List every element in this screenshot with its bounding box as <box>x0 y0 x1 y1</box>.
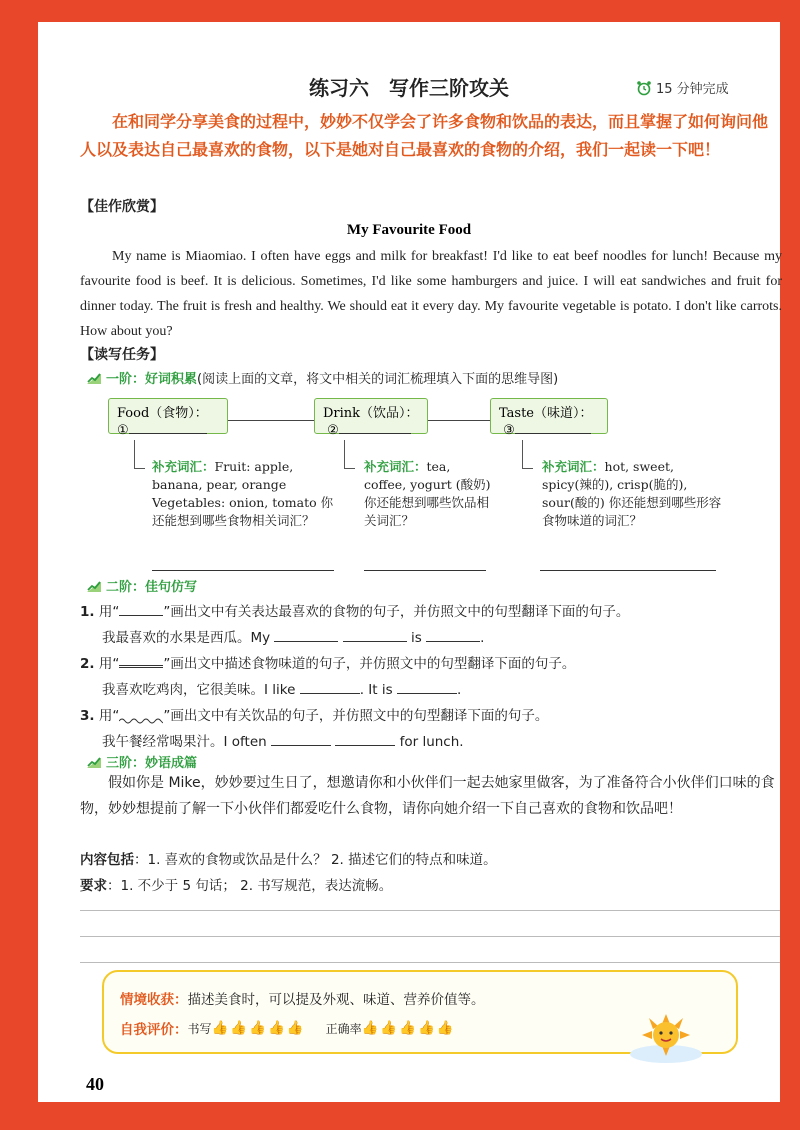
writing-line[interactable] <box>80 910 780 911</box>
writing-requirements <box>80 874 392 894</box>
straight-underline-sample <box>119 615 163 616</box>
question-1-text-a: 用“ <box>98 604 120 620</box>
question-1-prompt: 我最喜欢的水果是西瓜。My <box>102 630 271 646</box>
bracket-taste <box>522 440 533 469</box>
question-2-line <box>102 678 461 698</box>
self-eval-label: 自我评价： <box>120 1022 188 1038</box>
supplement-drink-tag: 补充词汇： <box>364 459 427 474</box>
thumbs-up-icon[interactable]: 👍 <box>249 1020 266 1036</box>
question-3-prompt: 我午餐经常喝果汁。I often <box>102 734 267 750</box>
sun-mascot-icon <box>626 1008 706 1064</box>
food-box-num: ① <box>117 423 129 438</box>
question-2-mid: . It is <box>359 682 393 698</box>
question-1-end: . <box>480 630 485 646</box>
question-2-text-a: 用“ <box>98 656 120 672</box>
answer-blank[interactable] <box>274 641 338 642</box>
thumbs-up-icon[interactable]: 👍 <box>399 1020 417 1036</box>
essay-title: My Favourite Food <box>346 222 472 238</box>
step1-heading <box>86 368 558 387</box>
thumbs-up-icon[interactable]: 👍 <box>267 1020 285 1036</box>
step3-prompt: 假如你是 Mike，妙妙要过生日了，想邀请你和小伙伴们一起去她家里做客，为了准备符合小伙伴们口味的食物，妙妙想提前了解一下小伙伴们都爱吃什么食物，请你向她介绍一下自己喜欢的食物和饮品吧！ <box>80 775 775 817</box>
content-text: ：1. 喜欢的食物或饮品是什么？ 2. 描述它们的特点和味道。 <box>134 852 497 868</box>
timer-text: 15 分钟完成 <box>656 82 729 97</box>
gain-label: 情境收获： <box>120 992 188 1008</box>
page-title: 练习六 写作三阶攻关 <box>309 76 509 100</box>
writing-line[interactable] <box>80 936 780 937</box>
question-3-line <box>102 730 464 750</box>
question-2-prompt: 我喜欢吃鸡肉，它很美味。I like <box>102 682 296 698</box>
answer-blank[interactable] <box>335 745 395 746</box>
question-3 <box>80 704 548 724</box>
drink-box-num: ② <box>327 423 339 438</box>
question-3-num: 3. <box>80 708 95 724</box>
double-underline-sample <box>119 665 163 668</box>
answer-blank[interactable] <box>426 641 480 642</box>
essay-body: My name is Miaomiao. I often have eggs and milk for breakfast! I'd like to eat beef noodles for lunch! Because my favourite food is beef. It is delicious. Sometimes, I'd like some hamburgers and juice. I will eat sandwiches and fruit for dinner today. The fruit is fresh and healthy. We should eat it every day. My favourite vegetable is potato. I don't like carrots. How about you? <box>80 249 782 339</box>
intro-text: 在和同学分享美食的过程中，妙妙不仅学会了许多食物和饮品的表达，而且掌握了如何询问他人以及表达自己最喜欢的食物，以下是她对自己最喜欢的食物的介绍，我们一起读一下吧！ <box>80 112 769 159</box>
timer <box>636 78 729 97</box>
stairs-chart-icon <box>86 755 102 769</box>
step3-label: 三阶：妙语成篇 <box>106 756 198 771</box>
supplement-taste-text: hot, sweet, spicy(辣的), crisp(脆的), sour(酸的) 你还能想到哪些形容食物味道的词汇？ <box>542 459 722 528</box>
drink-box-title: Drink（饮品）： <box>323 406 419 421</box>
writing-label: 书写 <box>187 1021 212 1036</box>
supplement-taste <box>542 458 722 530</box>
bracket-food <box>134 440 145 469</box>
accuracy-label: 正确率 <box>325 1021 362 1036</box>
content-requirements <box>80 848 497 868</box>
answer-blank[interactable] <box>271 745 331 746</box>
writing-rating[interactable] <box>212 1020 304 1036</box>
answer-blank[interactable] <box>343 641 407 642</box>
question-2 <box>80 652 575 672</box>
gain-text: 描述美食时，可以提及外观、味道、营养价值等。 <box>187 992 485 1008</box>
mindmap-box-taste <box>490 398 608 438</box>
question-2-text-b: ”画出文中描述食物味道的句子，并仿照文中的句型翻译下面的句子。 <box>163 656 576 672</box>
answer-blank[interactable] <box>300 693 360 694</box>
requirements-text: ：1. 不少于 5 句话； 2. 书写规范，表达流畅。 <box>107 878 393 894</box>
section-task-label: 【读写任务】 <box>80 347 164 363</box>
thumbs-up-icon[interactable]: 👍 <box>286 1020 304 1036</box>
question-1-text-b: ”画出文中有关表达最喜欢的食物的句子，并仿照文中的句型翻译下面的句子。 <box>163 604 630 620</box>
supplement-food <box>152 458 337 530</box>
food-answer-line[interactable] <box>129 433 207 434</box>
page-number: 40 <box>86 1074 104 1094</box>
supplement-food-tag: 补充词汇： <box>152 459 215 474</box>
answer-blank[interactable] <box>397 693 457 694</box>
question-1-num: 1. <box>80 604 95 620</box>
worksheet-page <box>38 22 780 1102</box>
supplement-drink-text: tea, coffee, yogurt (酸奶) 你还能想到哪些饮品相关词汇？ <box>364 459 491 528</box>
question-1 <box>80 600 629 620</box>
question-3-text-b: ”画出文中有关饮品的句子，并仿照文中的句型翻译下面的句子。 <box>163 708 549 724</box>
alarm-clock-icon <box>636 80 652 96</box>
thumbs-up-icon[interactable]: 👍 <box>380 1020 398 1036</box>
bracket-drink <box>344 440 355 469</box>
stairs-chart-icon <box>86 579 102 593</box>
drink-extra-line[interactable] <box>364 570 486 571</box>
question-3-end: for lunch. <box>399 734 464 750</box>
step3-heading <box>86 752 197 771</box>
question-2-end: . <box>456 682 462 698</box>
requirements-label: 要求 <box>80 878 107 894</box>
content-label: 内容包括 <box>80 852 134 868</box>
question-2-num: 2. <box>80 656 95 672</box>
question-1-mid: is <box>411 630 422 646</box>
food-box-title: Food（食物）： <box>117 406 208 421</box>
wavy-underline-sample <box>119 712 163 724</box>
accuracy-rating[interactable] <box>362 1020 454 1036</box>
supplement-taste-tag: 补充词汇： <box>542 459 605 474</box>
section-appreciation-label: 【佳作欣赏】 <box>80 199 164 215</box>
stairs-chart-icon <box>86 371 102 385</box>
question-3-text-a: 用“ <box>98 708 120 724</box>
drink-answer-line[interactable] <box>339 433 411 434</box>
taste-extra-line[interactable] <box>540 570 716 571</box>
supplement-drink <box>364 458 494 530</box>
thumbs-up-icon[interactable]: 👍 <box>211 1020 229 1036</box>
step1-instruction: (阅读上面的文章，将文中相关的词汇梳理填入下面的思维导图) <box>197 372 559 387</box>
thumbs-up-icon[interactable]: 👍 <box>418 1020 435 1036</box>
question-1-line <box>102 626 484 646</box>
mindmap-box-food <box>108 398 228 438</box>
step2-label: 二阶：佳句仿写 <box>106 580 198 595</box>
taste-box-num: ③ <box>503 423 515 438</box>
taste-answer-line[interactable] <box>515 433 591 434</box>
food-extra-line[interactable] <box>152 570 334 571</box>
mindmap-box-drink <box>314 398 428 438</box>
step1-label: 一阶：好词积累 <box>106 372 198 387</box>
thumbs-up-icon[interactable]: 👍 <box>361 1020 379 1036</box>
self-eval-row <box>120 1018 454 1038</box>
thumbs-up-icon[interactable]: 👍 <box>436 1020 454 1036</box>
taste-box-title: Taste（味道）： <box>499 406 593 421</box>
writing-line[interactable] <box>80 962 780 963</box>
gain-row <box>120 988 485 1008</box>
step2-heading <box>86 576 197 595</box>
supplement-food-text: Fruit: apple, banana, pear, orange Vegetables: onion, tomato 你还能想到哪些食物相关词汇？ <box>152 459 334 528</box>
thumbs-up-icon[interactable]: 👍 <box>230 1020 248 1036</box>
